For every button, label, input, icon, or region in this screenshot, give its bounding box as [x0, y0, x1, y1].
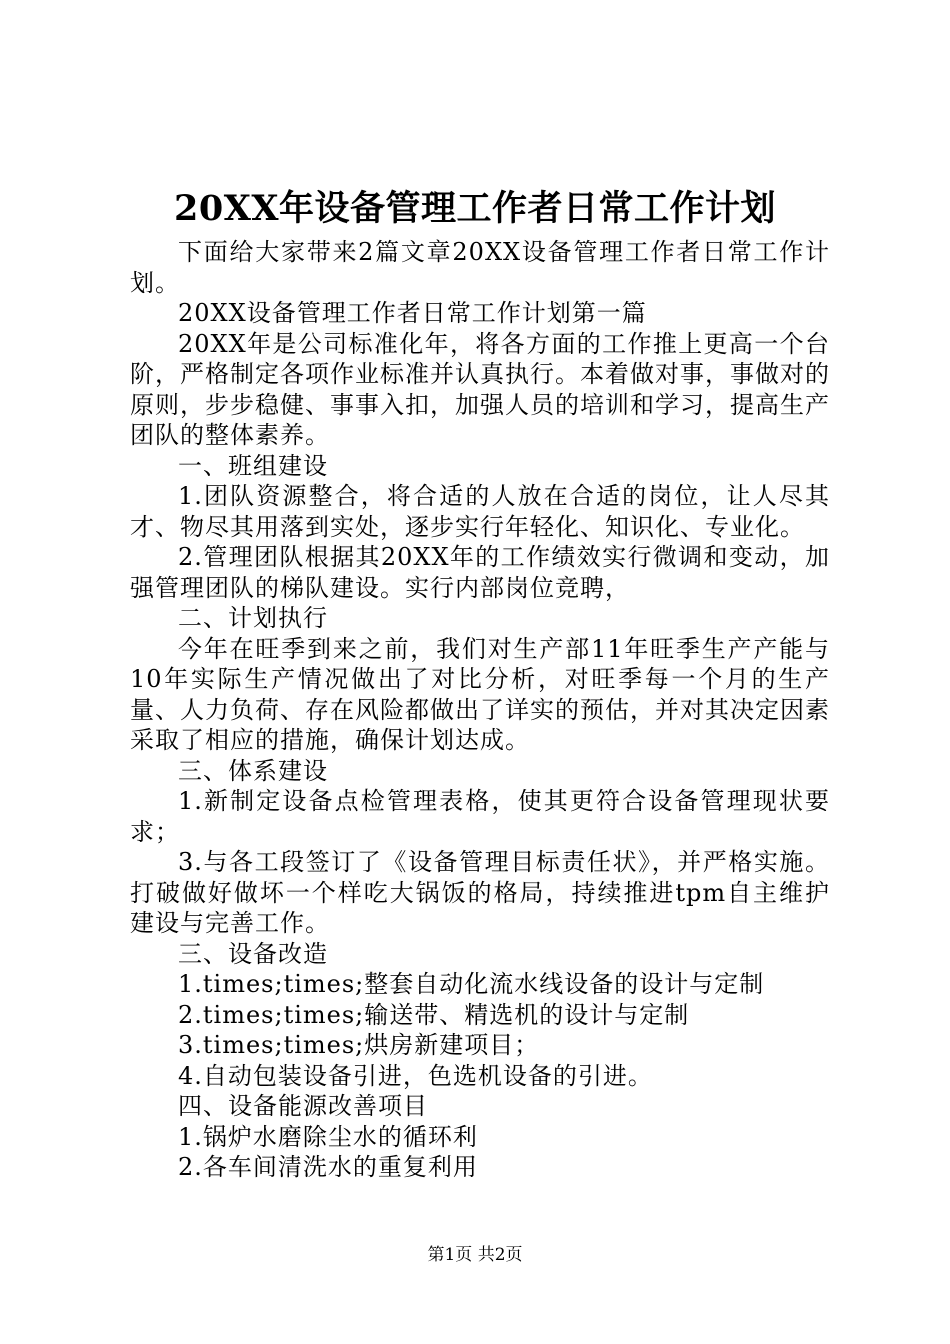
paragraph-heading: 二、计划执行 [178, 604, 328, 632]
paragraph-heading: 四、设备能源改善项目 [178, 1092, 428, 1120]
paragraph-heading: 一、班组建设 [178, 451, 328, 480]
paragraph: 2.times;times;输送带、精选机的设计与定制 [178, 1000, 690, 1029]
paragraph-heading: 三、设备改造 [178, 939, 328, 968]
document-title: 20XX年设备管理工作者日常工作计划 [173, 188, 777, 229]
paragraph: 1.新制定设备点检管理表格，使其更符合设备管理现状要求； [130, 787, 830, 846]
paragraph: 1.锅炉水磨除尘水的循环利 [178, 1122, 478, 1151]
paragraph-intro: 下面给大家带来2篇文章20XX设备管理工作者日常工作计划。 [130, 238, 830, 297]
paragraph: 1.团队资源整合，将合适的人放在合适的岗位，让人尽其才、物尽其用落到实处，逐步实行年轻化、知识化、专业化。 [130, 482, 830, 541]
paragraph: 20XX年是公司标准化年，将各方面的工作推上更高一个台阶，严格制定各项作业标准并认真执行。本着做对事，事做对的原则，步步稳健、事事入扣，加强人员的培训和学习，提高生产团队的整体素养。 [130, 329, 830, 449]
paragraph: 2.各车间清洗水的重复利用 [178, 1153, 478, 1181]
paragraph: 今年在旺季到来之前，我们对生产部11年旺季生产产能与10年实际生产情况做出了对比分析，对旺季每一个月的生产量、人力负荷、存在风险都做出了详实的预估，并对其决定因素采取了相应的措施，确保计划达成。 [130, 634, 830, 754]
paragraph: 3.与各工段签订了《设备管理目标责任状》，并严格实施。打破做好做坏一个样吃大锅饭的格局，持续推进tpm自主维护建设与完善工作。 [130, 848, 830, 937]
paragraph-section-heading: 20XX设备管理工作者日常工作计划第一篇 [178, 299, 647, 327]
paragraph: 1.times;times;整套自动化流水线设备的设计与定制 [178, 970, 765, 998]
paragraph: 2.管理团队根据其20XX年的工作绩效实行微调和变动，加强管理团队的梯队建设。实行内部岗位竞聘， [130, 543, 830, 602]
paragraph: 4.自动包装设备引进，色选机设备的引进。 [178, 1061, 653, 1090]
paragraph-heading: 三、体系建设 [178, 756, 328, 785]
document-body [130, 237, 830, 1183]
page-footer: 第1页 共2页 [427, 1245, 523, 1265]
paragraph: 3.times;times;烘房新建项目； [178, 1031, 540, 1059]
